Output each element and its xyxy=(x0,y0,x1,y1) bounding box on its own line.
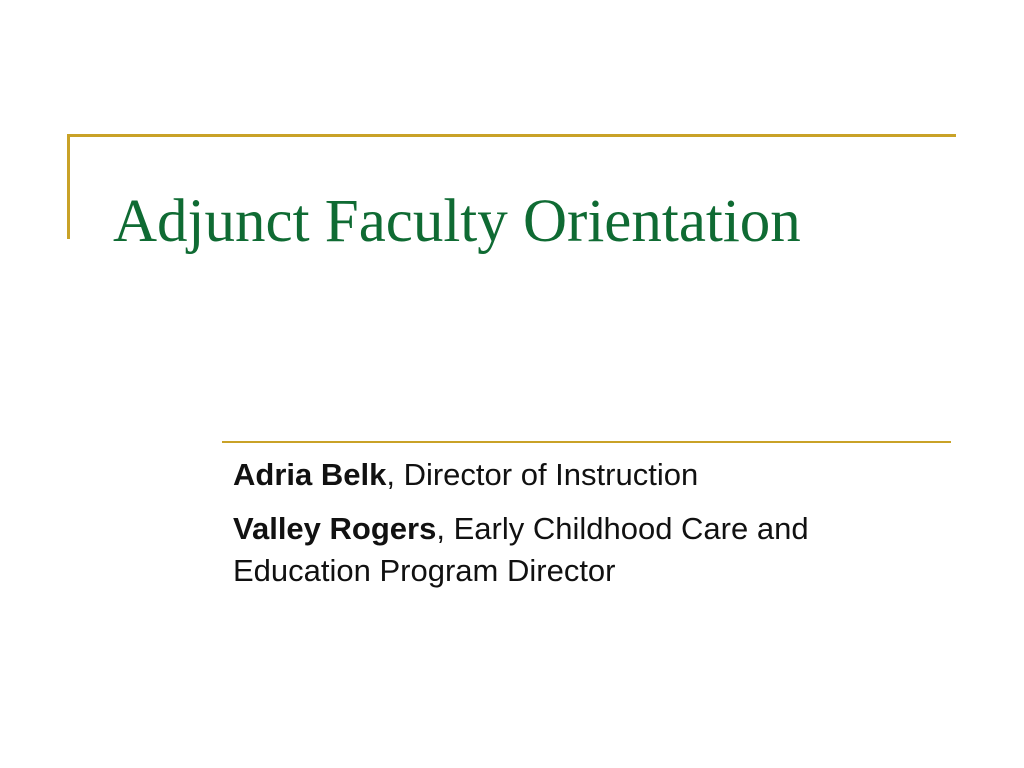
slide-title: Adjunct Faculty Orientation xyxy=(113,188,801,255)
presenter-line xyxy=(233,454,933,496)
presenter-role: Early Childhood Care and Education Program Director xyxy=(233,511,809,588)
presenter-separator: , xyxy=(386,457,395,492)
presenter-line xyxy=(233,508,933,592)
presenter-name: Adria Belk xyxy=(233,457,387,492)
presenter-role: Director of Instruction xyxy=(394,457,699,492)
presenter-separator: , xyxy=(436,511,445,546)
presenter-name: Valley Rogers xyxy=(233,511,437,546)
subtitle-rule xyxy=(222,441,951,443)
title-top-rule xyxy=(67,134,956,137)
presenter-list xyxy=(233,454,933,592)
title-left-rule xyxy=(67,134,70,239)
